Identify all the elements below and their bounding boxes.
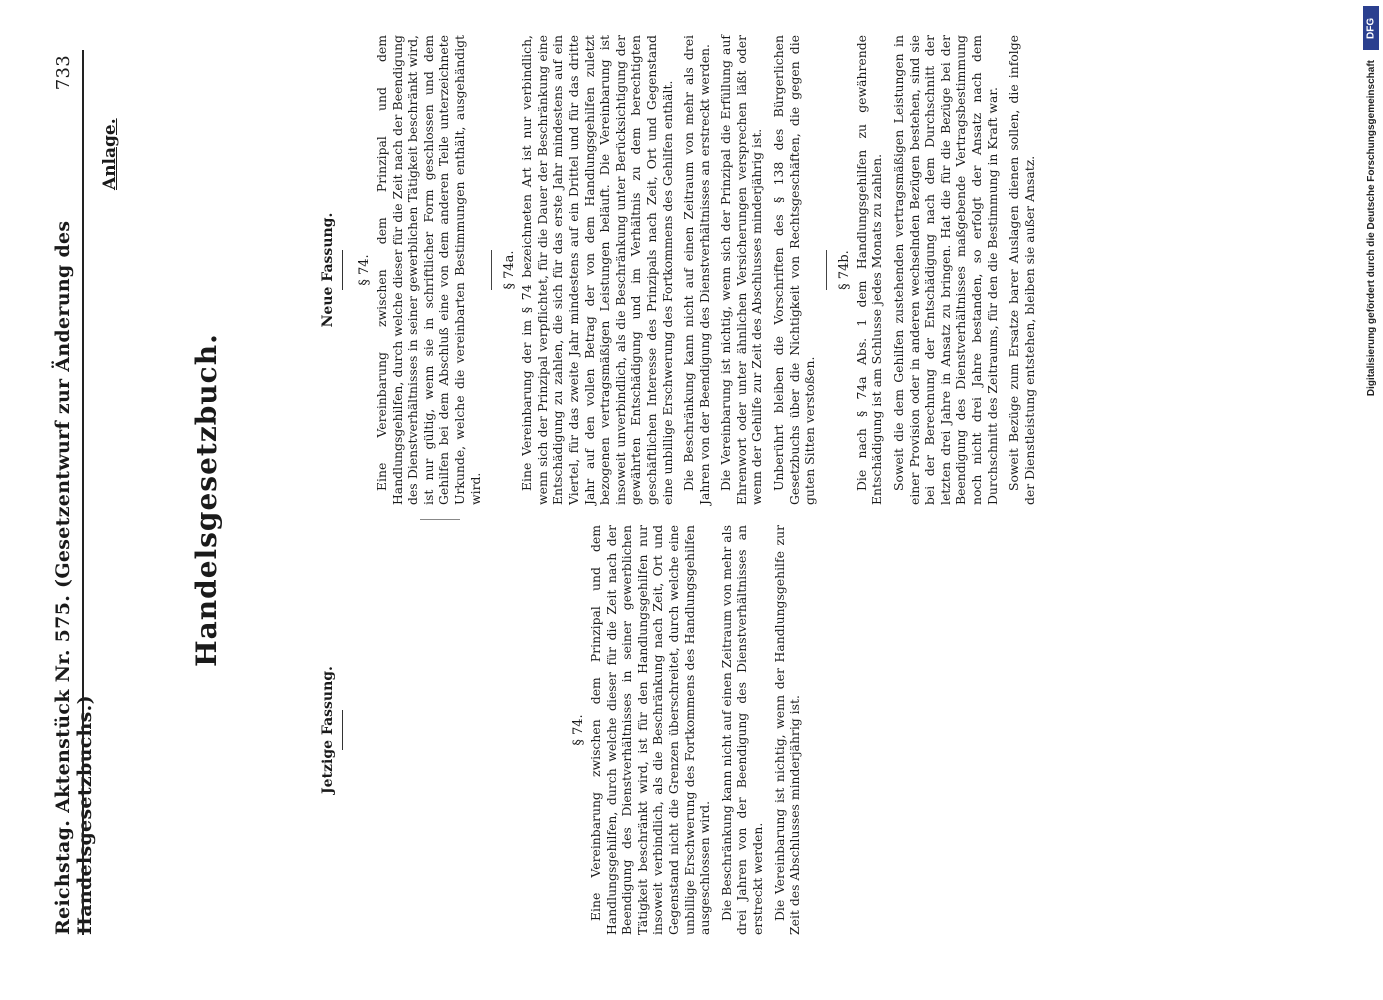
heading-rule xyxy=(342,250,343,290)
law-title: Handelsgesetzbuch. xyxy=(190,333,223,667)
right-column-heading: Neue Fassung. xyxy=(320,212,336,328)
section-rule xyxy=(826,250,827,290)
header-rule xyxy=(82,50,84,935)
paragraph: Soweit die dem Gehilfen zustehenden vertragsmäßigen Leistungen in einer Provision oder in anderen wechselnden Bezügen bestehen, sind sie bei der Berechnung der Entschädigung nach dem Durchschnitt der letzten drei Jahre in Ansatz zu bringen. Hat die für die Bezüge bei der Beendigung des Dienstverhältnisses maßgebende Vertragsbestimmung noch nicht drei Jahre bestanden, so erfolgt der Ansatz nach dem Durchschnitt des Zeitraums, für den die Bestimmung in Kraft war. xyxy=(891,35,1000,505)
paragraph: Die nach § 74a Abs. 1 dem Handlungsgehilfen zu gewährende Entschädigung ist am Schlusse jedes Monats zu zahlen. xyxy=(853,35,885,505)
spacer xyxy=(357,525,567,935)
paragraph: Die Beschränkung kann nicht auf einen Zeitraum von mehr als drei Jahren von der Beendigung des Dienstverhältnisses an erstreckt werden. xyxy=(681,35,712,505)
column-divider xyxy=(420,519,460,520)
dfg-credit: Digitalisierung gefördert durch die Deutsche Forschungsgemeinschaft xyxy=(1366,60,1377,397)
header-title: Reichstag. Aktenstück Nr. 575. (Gesetzentwurf zur Änderung des Handelsgesetzbuchs.) xyxy=(52,220,96,935)
left-column-heading: Jetzige Fassung. xyxy=(320,666,336,794)
paragraph: Eine Vereinbarung der im § 74 bezeichneten Art ist nur verbindlich, wenn sich der Prinzipal verpflichtet, für die Dauer der Beschränkung eine Entschädigung zu zahlen, die sich für das erste Jahr mindestens auf ein Viertel, für das zweite Jahr mindestens auf ein Drittel und für das dritte Jahr auf den vollen Betrag der von dem Handlungsgehilfen zuletzt bezogenen vertragsmäßigen Leistungen beläuft. Die Vereinbarung ist insoweit unverbindlich, als die Beschränkung unter Berücksichtigung der gewährten Entschädigung und im Verhältnis zu dem berechtigten geschäftlichen Interesse des Prinzipals nach Zeit, Ort und Gegenstand eine unbillige Erschwerung des Fortkommens des Gehilfen enthält. xyxy=(519,35,675,505)
paragraph: Die Vereinbarung ist nichtig, wenn der Handlungsgehilfe zur Zeit des Abschlusses minderjährig ist. xyxy=(771,525,803,935)
page-header xyxy=(52,55,96,935)
paragraph: Eine Vereinbarung zwischen dem Prinzipal und dem Handlungsgehilfen, durch welche dieser für die Zeit nach der Beendigung des Dienstverhältnisses in seiner gewerblichen Tätigkeit beschränkt wird, ist nur gültig, wenn sie in schriftlicher Form geschlossen und dem Gehilfen bei dem Abschluß eine von dem anderen Teile unterzeichnete Urkunde, welche die vereinbarten Bestimmungen enthält, ausgehändigt wird. xyxy=(374,35,483,505)
dfg-logo-icon: DFG xyxy=(1363,6,1379,50)
section-rule xyxy=(491,250,492,290)
section-74-old: § 74. xyxy=(571,714,586,746)
paragraph: Die Vereinbarung ist nichtig, wenn sich der Prinzipal die Erfüllung auf Ehrenwort oder unter ähnlichen Versicherungen versprechen läßt oder wenn der Gehilfe zur Zeit des Abschlusses minderjährig ist. xyxy=(718,35,765,505)
section-74-new: § 74. xyxy=(357,254,372,286)
page-number: 733 xyxy=(53,55,74,91)
section-74b: § 74b. xyxy=(836,250,852,290)
anlage-label: Anlage. xyxy=(100,118,120,190)
section-74a: § 74a. xyxy=(502,250,518,290)
paragraph: Eine Vereinbarung zwischen dem Prinzipal und dem Handlungsgehilfen, durch welche dieser für die Zeit nach der Beendigung des Dienstverhältnisses in seiner gewerblichen Tätigkeit beschränkt wird, ist für den Handlungsgehilfen nur insoweit verbindlich, als die Beschränkung nach Zeit, Ort und Gegenstand nicht die Grenzen überschreitet, durch welche eine unbillige Erschwerung des Fortkommens des Handlungsgehilfen ausgeschlossen wird. xyxy=(588,525,713,935)
paragraph: Unberührt bleiben die Vorschriften des § 138 des Bürgerlichen Gesetzbuchs über die Nichtigkeit von Rechtsgeschäften, die gegen die guten Sitten verstoßen. xyxy=(771,35,818,505)
paragraph: Die Beschränkung kann nicht auf einen Zeitraum von mehr als drei Jahren von der Beendigung des Dienstverhältnisses an erstreckt werden. xyxy=(718,525,765,935)
paragraph: Soweit Bezüge zum Ersatze barer Auslagen dienen sollen, die infolge der Dienstleistung entstehen, bleiben sie außer Ansatz. xyxy=(1006,35,1037,505)
heading-rule xyxy=(342,710,343,750)
right-column xyxy=(320,35,1043,505)
left-column xyxy=(320,525,809,935)
